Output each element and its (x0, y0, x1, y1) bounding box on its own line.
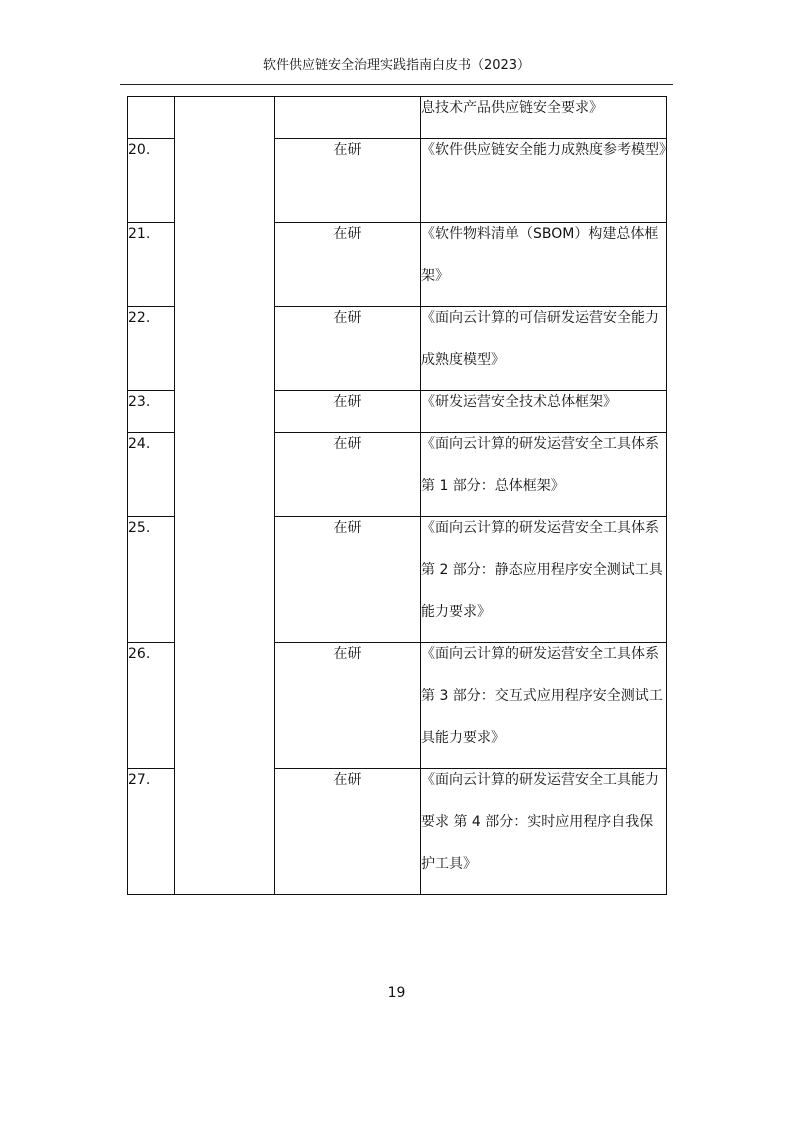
row-standard-name (421, 433, 667, 517)
standard-name-text: 《面向云计算的研发运营安全工具体系 第 3 部分：交互式应用程序安全测试工具能力要求》 (421, 646, 663, 746)
standard-name-text: 《面向云计算的研发运营安全工具体系 第 1 部分：总体框架》 (421, 436, 659, 494)
row-number: 25. (128, 517, 175, 643)
row-status: 在研 (275, 517, 421, 643)
row-standard-name (421, 643, 667, 769)
row-status: 在研 (275, 223, 421, 307)
row-number: 26. (128, 643, 175, 769)
page-number: 19 (387, 985, 406, 1001)
category-cell (175, 97, 275, 895)
standard-name-text: 息技术产品供应链安全要求》 (421, 100, 603, 116)
row-status: 在研 (275, 433, 421, 517)
row-standard-name (421, 307, 667, 391)
standard-name-text: 《研发运营安全技术总体框架》 (421, 394, 617, 410)
standard-name-text: 《软件物料清单（SBOM）构建总体框架》 (421, 226, 659, 284)
standard-name-text: 《面向云计算的研发运营安全工具能力要求 第 4 部分：实时应用程序自我保护工具》 (421, 772, 659, 872)
row-number: 24. (128, 433, 175, 517)
standard-name-text: 《软件供应链安全能力成熟度参考模型》 (421, 142, 673, 158)
standard-name-text: 《面向云计算的可信研发运营安全能力成熟度模型》 (421, 310, 659, 368)
row-number: 23. (128, 391, 175, 433)
standards-table (127, 96, 673, 895)
row-number: 20. (128, 139, 175, 223)
row-standard-name (421, 769, 667, 895)
row-number (128, 97, 175, 139)
header-divider (120, 84, 673, 85)
row-number: 21. (128, 223, 175, 307)
row-status: 在研 (275, 769, 421, 895)
row-standard-name (421, 223, 667, 307)
row-standard-name (421, 139, 673, 223)
page-header-title: 软件供应链安全治理实践指南白皮书（2023） (262, 58, 531, 73)
row-status (275, 97, 421, 139)
row-standard-name (421, 517, 667, 643)
standard-name-text: 《面向云计算的研发运营安全工具体系 第 2 部分：静态应用程序安全测试工具能力要求》 (421, 520, 663, 620)
row-number: 27. (128, 769, 175, 895)
row-number: 22. (128, 307, 175, 391)
row-status: 在研 (275, 139, 421, 223)
row-status: 在研 (275, 307, 421, 391)
row-status: 在研 (275, 643, 421, 769)
row-status: 在研 (275, 391, 421, 433)
